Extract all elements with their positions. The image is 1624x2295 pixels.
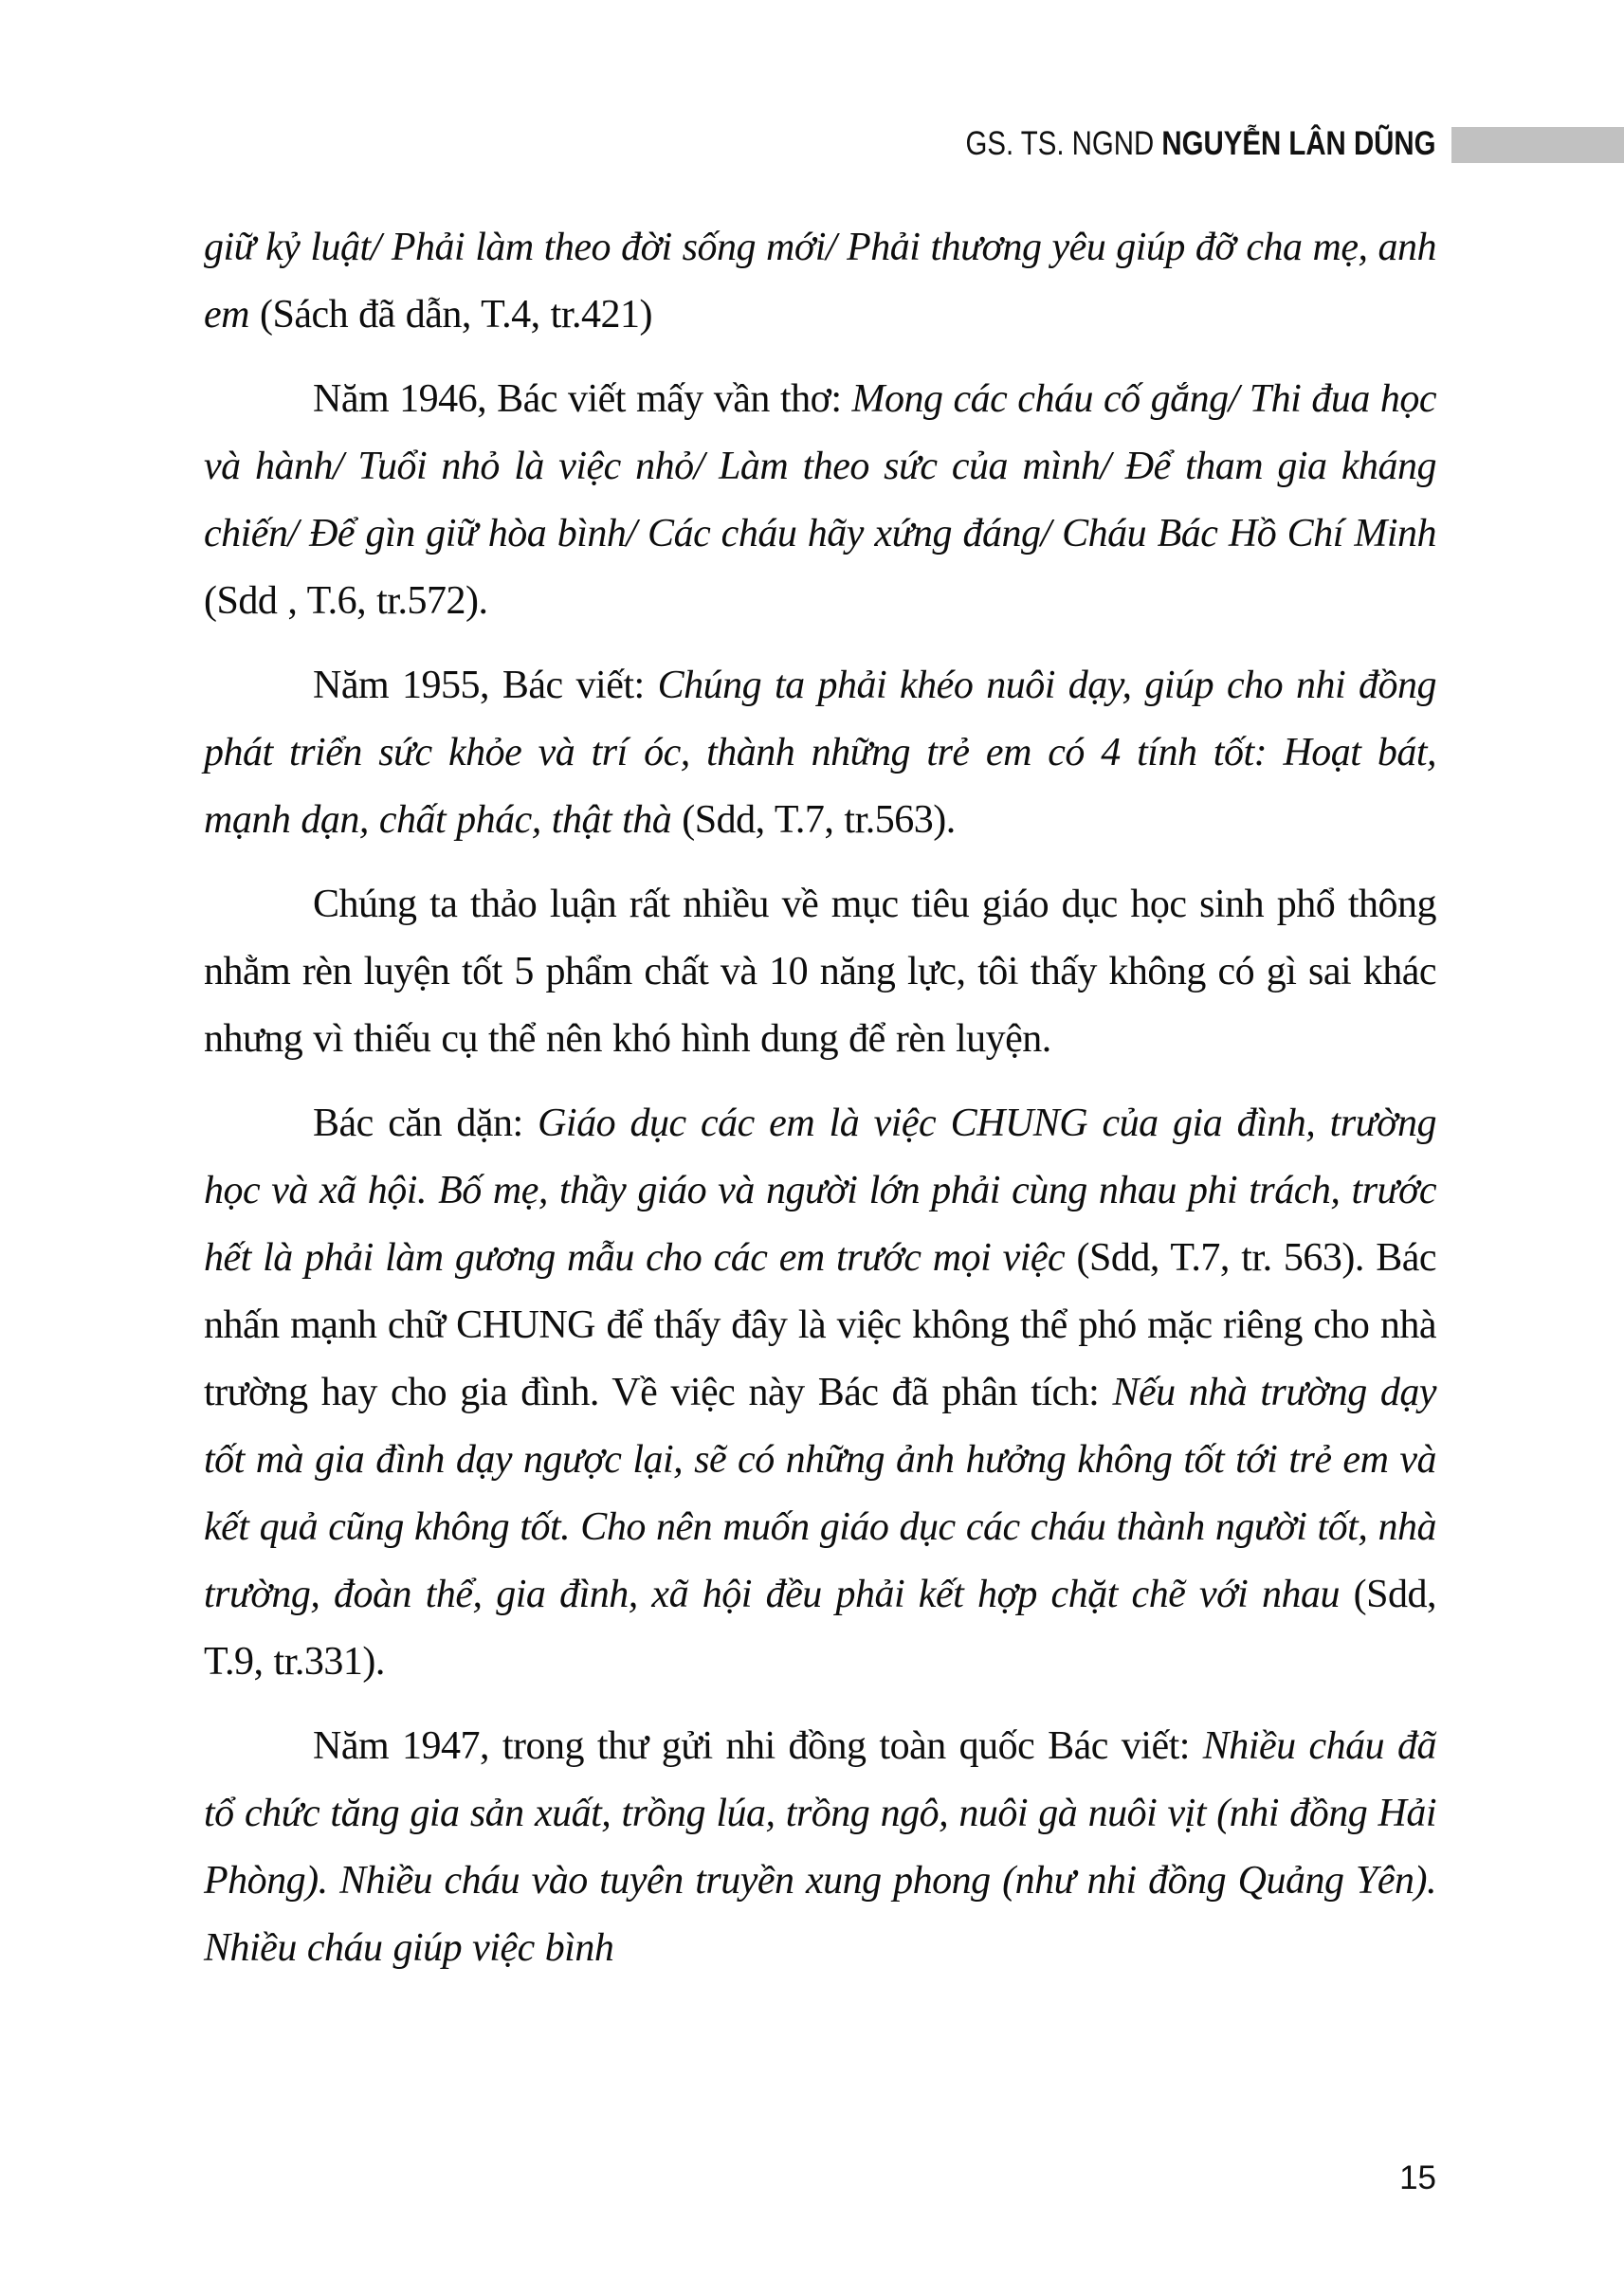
paragraph-5-segment-5: (Sdd, T.9, tr.331). xyxy=(204,1573,1436,1684)
paragraph-2 xyxy=(204,366,1436,635)
paragraph-6 xyxy=(204,1713,1436,1982)
paragraph-3-segment-3: (Sdd, T.7, tr.563). xyxy=(682,798,956,842)
paragraph-2-segment-3: (Sdd , T.6, tr.572). xyxy=(204,579,488,623)
paragraph-4 xyxy=(204,871,1436,1073)
paragraph-5-segment-3: (Sdd, T.7, tr. 563). Bác nhấn mạnh chữ CHUNG để thấy đây là việc không thể phó mặc riêng cho nhà trường hay cho gia đình. Về việc này Bác đã phân tích: xyxy=(204,1236,1436,1414)
paragraph-5-segment-4: Nếu nhà trường dạy tốt mà gia đình dạy ngược lại, sẽ có những ảnh hưởng không tốt tới trẻ em và kết quả cũng không tốt. Cho nên muốn giáo dục các cháu thành người tốt, nhà trường, đoàn thể, gia đình, xã hội đều phải kết hợp chặt chẽ với nhau xyxy=(204,1371,1436,1616)
paragraph-1-segment-2: (Sách đã dẫn, T.4, tr.421) xyxy=(259,293,652,337)
paragraph-6-segment-1: Năm 1947, trong thư gửi nhi đồng toàn quốc Bác viết: xyxy=(313,1724,1203,1768)
paragraph-1-segment-1: giữ kỷ luật/ Phải làm theo đời sống mới/ Phải thương yêu giúp đỡ cha mẹ, anh em xyxy=(204,226,1436,337)
header-accent-bar xyxy=(1451,127,1624,163)
paragraph-6-segment-2: Nhiều cháu đã tổ chức tăng gia sản xuất, trồng lúa, trồng ngô, nuôi gà nuôi vịt (nhi đồng Hải Phòng). Nhiều cháu vào tuyên truyền xung phong (như nhi đồng Quảng Yên). Nhiều cháu giúp việc bình xyxy=(204,1724,1437,1970)
paragraph-2-segment-2: Mong các cháu cố gắng/ Thi đua học và hành/ Tuổi nhỏ là việc nhỏ/ Làm theo sức của mình/ Để tham gia kháng chiến/ Để gìn giữ hòa bình/ Các cháu hãy xứng đáng/ Cháu Bác Hồ Chí Minh xyxy=(204,377,1437,556)
paragraph-3-segment-2: Chúng ta phải khéo nuôi dạy, giúp cho nhi đồng phát triển sức khỏe và trí óc, thành những trẻ em có 4 tính tốt: Hoạt bát, mạnh dạn, chất phác, thật thà xyxy=(204,664,1437,842)
author-name-text: NGUYỄN LÂN DŨNG xyxy=(1161,125,1436,162)
page-header xyxy=(0,121,1624,167)
body-text-column xyxy=(204,214,1436,1999)
author-titles-text: GS. TS. NGND xyxy=(965,125,1162,162)
paragraph-3-segment-1: Năm 1955, Bác viết: xyxy=(313,664,658,707)
paragraph-5 xyxy=(204,1090,1436,1696)
paragraph-4-segment-1: Chúng ta thảo luận rất nhiều về mục tiêu giáo dục học sinh phổ thông nhằm rèn luyện tốt 5 phẩm chất và 10 năng lực, tôi thấy không có gì sai khác nhưng vì thiếu cụ thể nên khó hình dung để rèn luyện. xyxy=(204,883,1436,1061)
paragraph-5-segment-1: Bác căn dặn: xyxy=(313,1102,538,1145)
running-head xyxy=(966,121,1436,167)
paragraph-5-segment-2: Giáo dục các em là việc CHUNG của gia đình, trường học và xã hội. Bố mẹ, thầy giáo và người lớn phải cùng nhau phi trách, trước hết là phải làm gương mẫu cho các em trước mọi việc xyxy=(204,1102,1437,1280)
paragraph-1 xyxy=(204,214,1436,349)
paragraph-2-segment-1: Năm 1946, Bác viết mấy vần thơ: xyxy=(313,377,852,421)
page-number: 15 xyxy=(1399,2159,1436,2196)
paragraph-3 xyxy=(204,652,1436,854)
